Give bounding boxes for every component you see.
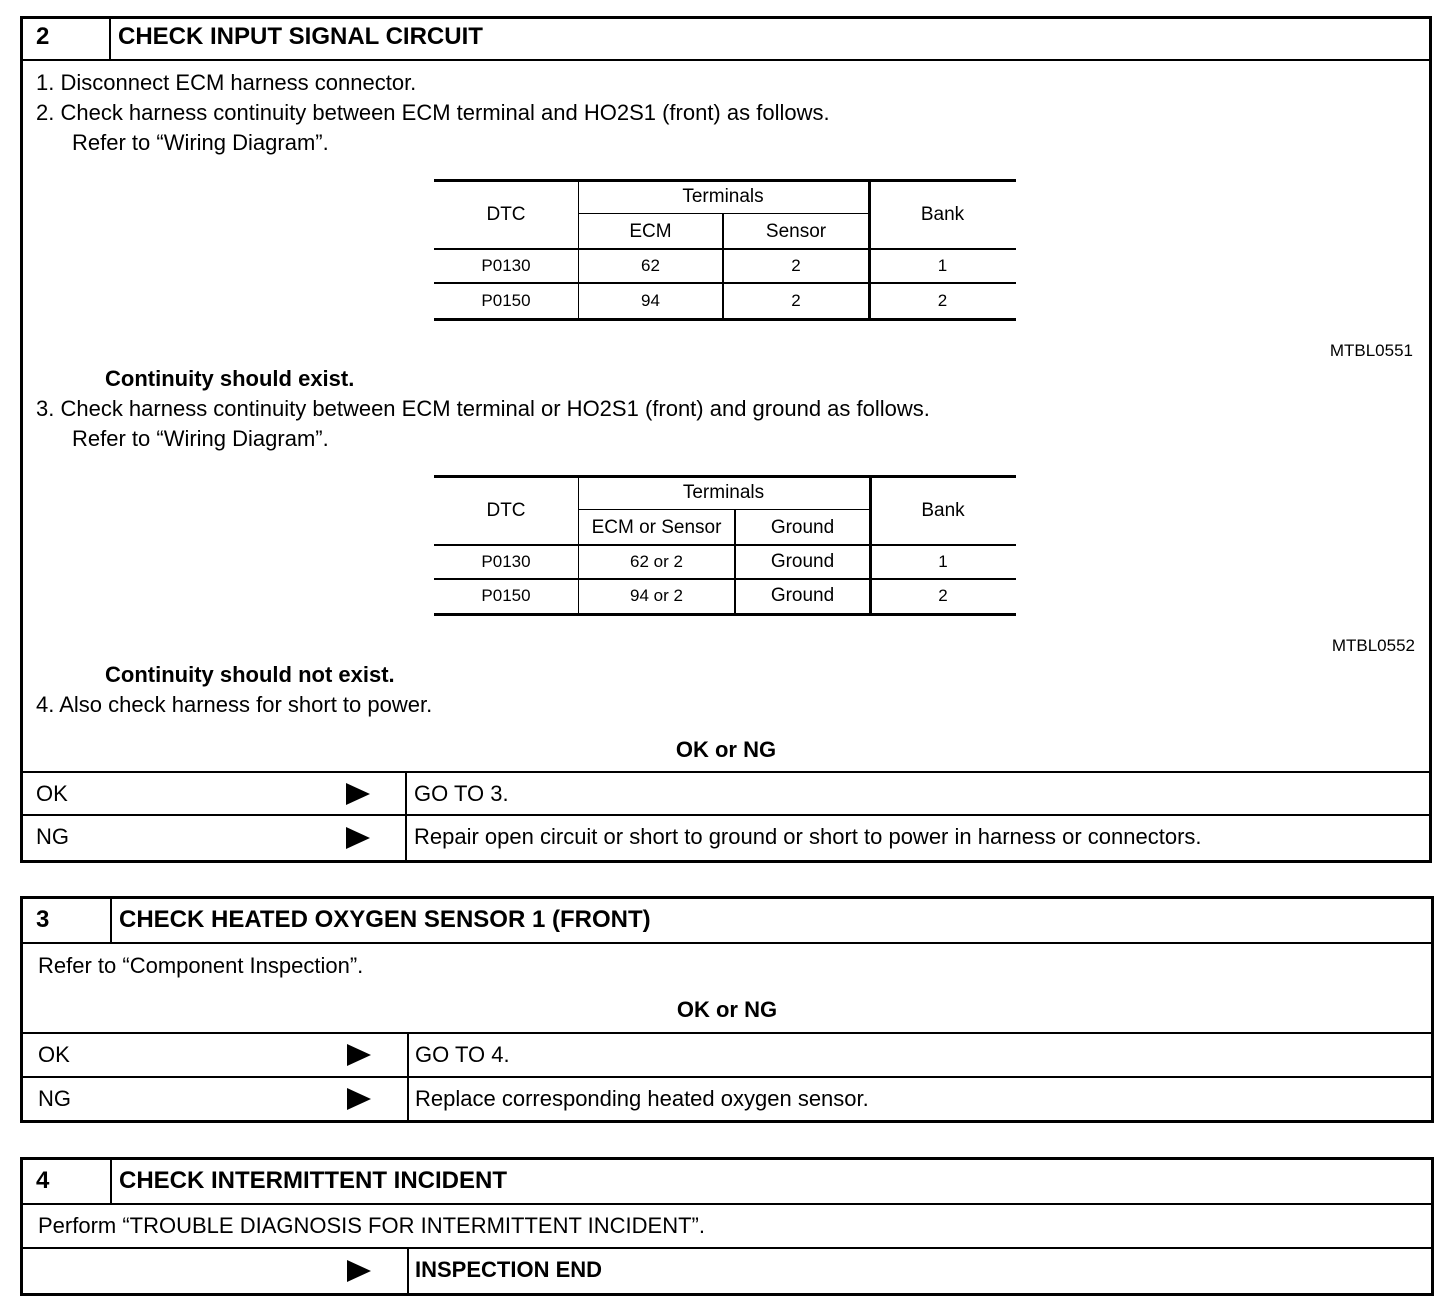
header-ecm: ECM: [629, 220, 672, 242]
step-title: CHECK INTERMITTENT INCIDENT: [119, 1167, 507, 1194]
outcome-action: Replace corresponding heated oxygen sensor.: [415, 1086, 869, 1111]
figure-code: MTBL0552: [1331, 636, 1415, 655]
outcome-label-ok: OK: [38, 1042, 70, 1067]
cell-bank: 1: [938, 552, 948, 571]
cell-ground: Ground: [770, 551, 835, 572]
arrow-right-icon: [347, 1260, 371, 1282]
cell-dtc: P0150: [481, 290, 531, 310]
cell-dtc: P0150: [481, 586, 531, 605]
instruction: 1. Disconnect ECM harness connector.: [36, 70, 417, 95]
expected-result: Continuity should exist.: [105, 366, 355, 391]
cell-terminal: 94 or 2: [630, 586, 683, 605]
instruction: Refer to “Wiring Diagram”.: [72, 426, 329, 451]
cell-sensor: 2: [791, 256, 801, 275]
outcome-action: GO TO 4.: [415, 1042, 510, 1067]
arrow-right-icon: [346, 827, 370, 849]
instruction: 3. Check harness continuity between ECM terminal or HO2S1 (front) and ground as follows.: [36, 396, 930, 421]
header-bank: Bank: [920, 203, 965, 225]
step-title: CHECK HEATED OXYGEN SENSOR 1 (FRONT): [119, 906, 651, 933]
cell-bank: 1: [937, 256, 948, 275]
cell-bank: 2: [938, 586, 948, 605]
divider: [20, 59, 1432, 61]
outcome-action: GO TO 3.: [414, 781, 509, 806]
decision-label: OK or NG: [675, 737, 777, 762]
cell-terminal: 62 or 2: [630, 552, 683, 571]
header-dtc: DTC: [486, 203, 526, 225]
step-number: 2: [36, 23, 50, 50]
header-bank: Bank: [921, 499, 965, 521]
cell-sensor: 2: [791, 290, 801, 310]
instruction: Refer to “Component Inspection”.: [38, 953, 364, 978]
step-number: 4: [36, 1167, 50, 1194]
header-ground: Ground: [770, 516, 835, 538]
cell-ecm: 94: [641, 290, 660, 310]
instruction: Refer to “Wiring Diagram”.: [72, 130, 329, 155]
header-terminals: Terminals: [682, 482, 765, 503]
cell-dtc: P0130: [481, 552, 531, 571]
outcome-label-ng: NG: [36, 824, 69, 849]
figure-code: MTBL0551: [1329, 341, 1413, 360]
cell-bank: 2: [937, 290, 948, 310]
header-dtc: DTC: [486, 499, 526, 521]
arrow-right-icon: [347, 1088, 371, 1110]
step-title: CHECK INPUT SIGNAL CIRCUIT: [118, 23, 483, 50]
outcome-label-ng: NG: [38, 1086, 71, 1111]
outcome-action: Repair open circuit or short to ground or short to power in harness or connectors.: [414, 824, 1202, 849]
divider: [109, 16, 111, 60]
cell-ground: Ground: [770, 585, 835, 606]
arrow-right-icon: [347, 1044, 371, 1066]
cell-ecm: 62: [641, 256, 660, 275]
step-number: 3: [36, 906, 50, 933]
cell-dtc: P0130: [481, 256, 531, 275]
header-ecm-or-sensor: ECM or Sensor: [591, 516, 722, 538]
header-sensor: Sensor: [765, 220, 827, 242]
instruction: 4. Also check harness for short to power.: [36, 692, 433, 717]
outcome-action: INSPECTION END: [415, 1257, 603, 1282]
instruction: 2. Check harness continuity between ECM terminal and HO2S1 (front) as follows.: [36, 100, 830, 125]
instruction: Perform “TROUBLE DIAGNOSIS FOR INTERMITTENT INCIDENT”.: [38, 1213, 705, 1238]
header-terminals: Terminals: [682, 186, 764, 207]
decision-label: OK or NG: [676, 997, 778, 1022]
arrow-right-icon: [346, 783, 370, 805]
expected-result: Continuity should not exist.: [105, 662, 395, 687]
outcome-label-ok: OK: [36, 781, 68, 806]
